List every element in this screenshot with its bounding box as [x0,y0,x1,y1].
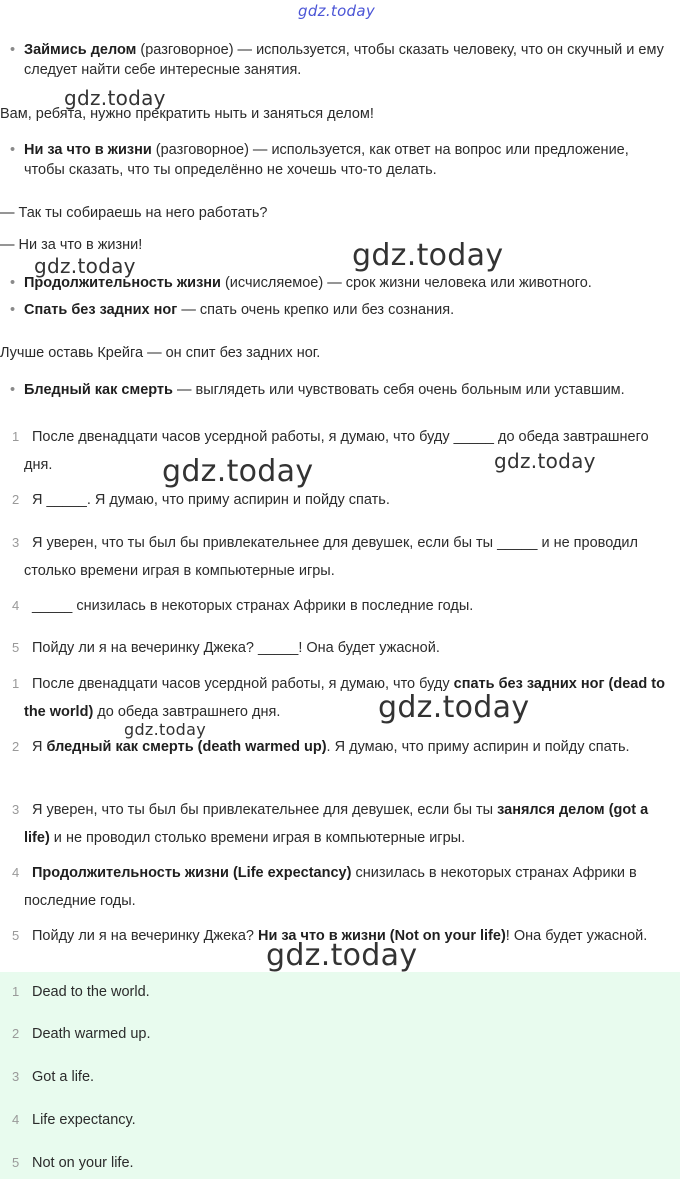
item-number: 3 [12,1069,20,1084]
solution-item [12,796,668,852]
solution-answer: занялся делом (got a life) [24,802,649,846]
watermark: gdz.today [352,238,504,273]
definition-term: Ни за что в жизни [24,142,152,158]
item-number: 1 [12,429,20,444]
exercise-item [12,529,668,585]
solution-text: и не проводил столько времени играя в компьютерные игры. [49,830,466,846]
example-sentence: Лучше оставь Крейга — он спит без задних ног. [0,345,321,361]
solution-text: Я [32,739,47,755]
solution-item [12,670,668,726]
watermark: gdz.today [266,938,418,973]
watermark-top: gdz.today [298,2,376,20]
exercise-text: Я уверен, что ты был бы привлекательнее для девушек, если бы ты _____ и не проводил столько времени играя в компьютерные игры. [24,535,638,579]
answer-item [12,982,150,1002]
exercise-item [12,486,668,514]
item-number: 2 [12,739,20,754]
solution-text: . Я думаю, что приму аспирин и пойду спать. [326,739,630,755]
item-number: 5 [12,640,20,655]
item-number: 3 [12,802,20,817]
solution-answer: Ни за что в жизни (Not on your life) [258,928,506,944]
watermark: gdz.today [494,449,596,473]
item-number: 3 [12,535,20,550]
watermark: gdz.today [124,720,206,739]
answer-item [12,1067,94,1087]
exercise-text: _____ снизилась в некоторых странах Африки в последние годы. [32,598,474,614]
solution-item [12,733,668,761]
item-number: 1 [12,676,20,691]
definition-item [10,140,670,180]
definition-text: (разговорное) — используется, как ответ на вопрос или предложение, чтобы сказать, что ты определённо не хочешь что-то делать. [24,142,629,178]
exercise-item [12,592,668,620]
answer-item [12,1110,136,1130]
item-number: 2 [12,1026,20,1041]
item-number: 5 [12,928,20,943]
solution-item [12,859,668,915]
exercise-item [12,634,668,662]
answer-text: Life expectancy. [32,1112,136,1128]
answers-panel [0,972,680,1179]
watermark: gdz.today [378,690,530,725]
solution-answer: спать без задних ног (dead to the world) [24,676,665,720]
answer-text: Death warmed up. [32,1026,151,1042]
item-number: 5 [12,1155,20,1170]
watermark: gdz.today [34,254,136,278]
solution-text: снизилась в некоторых странах Африки в последние годы. [24,865,637,909]
definition-text: — спать очень крепко или без сознания. [177,302,455,318]
answer-text: Got a life. [32,1069,95,1085]
solution-text: После двенадцати часов усердной работы, я думаю, что буду [32,676,454,692]
answer-item [12,1024,150,1044]
answer-text: Dead to the world. [32,984,150,1000]
exercise-text: Я _____. Я думаю, что приму аспирин и пойду спать. [32,492,390,508]
dialogue-line: — Так ты собираешь на него работать? [0,205,268,221]
item-number: 4 [12,598,20,613]
definition-item [10,40,670,80]
dialogue-line: — Ни за что в жизни! [0,237,143,253]
item-number: 2 [12,492,20,507]
answer-text: Not on your life. [32,1155,134,1171]
solution-text: Пойду ли я на вечеринку Джека? [32,928,258,944]
watermark: gdz.today [162,454,314,489]
solution-text: ! Она будет ужасной. [505,928,648,944]
definition-item [10,380,670,400]
solution-answer: Продолжительность жизни (Life expectancy) [32,865,352,881]
watermark: gdz.today [64,86,166,110]
item-number: 4 [12,1112,20,1127]
definition-item [10,300,670,320]
definition-term: Спать без задних ног [24,302,178,318]
definition-term: Бледный как смерть [24,382,173,398]
answer-item [12,1153,134,1173]
item-number: 1 [12,984,20,999]
solution-text: Я уверен, что ты был бы привлекательнее для девушек, если бы ты [32,802,498,818]
definition-text: (разговорное) — используется, чтобы сказать человеку, что он скучный и ему следует найти себе интересные занятия. [24,42,664,78]
definition-text: — выглядеть или чувствовать себя очень больным или уставшим. [172,382,625,398]
definition-term: Продолжительность жизни [24,275,221,291]
item-number: 4 [12,865,20,880]
exercise-text: После двенадцати часов усердной работы, я думаю, что буду _____ до обеда завтрашнего дня. [24,429,649,473]
definition-text: (исчисляемое) — срок жизни человека или животного. [220,275,592,291]
example-sentence: Вам, ребята, нужно прекратить ныть и заняться делом! [0,106,374,122]
exercise-text: Пойду ли я на вечеринку Джека? _____! Она будет ужасной. [32,640,440,656]
definition-term: Займись делом [24,42,137,58]
solution-text: до обеда завтрашнего дня. [93,704,281,720]
definition-item [10,273,670,293]
solution-answer: бледный как смерть (death warmed up) [46,739,327,755]
